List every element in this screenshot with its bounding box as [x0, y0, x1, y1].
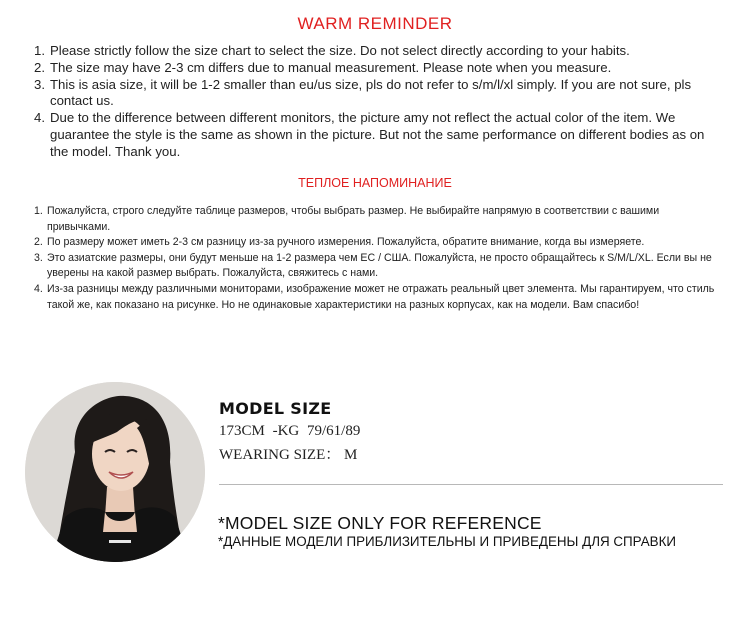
list-item — [34, 204, 724, 235]
item-number: 1. — [34, 205, 43, 217]
wearing-size: WEARING SIZE： M — [219, 447, 358, 463]
item-number: 4. — [34, 110, 45, 126]
item-text: The size may have 2-3 cm differs due to manual measurement. Please note when you measure. — [50, 59, 612, 75]
item-number: 4. — [34, 282, 43, 295]
list-item — [34, 251, 724, 282]
list-item — [34, 110, 724, 160]
divider — [219, 484, 723, 485]
item-number: 3. — [34, 251, 43, 264]
item-text: Please strictly follow the size chart to select the size. Do not select directly according to your habits. — [50, 43, 630, 58]
item-text: Due to the difference between different monitors, the picture amy not reflect the actual color of the item. We guarantee the style is the same as shown in the picture. But not the same performance on different bodies as on the model. Thank you. — [50, 110, 705, 159]
reference-note-en: *MODEL SIZE ONLY FOR REFERENCE — [218, 513, 542, 533]
model-photo — [25, 382, 205, 562]
item-text: Пожалуйста, строго следуйте таблице размеров, чтобы выбрать размер. Не выбирайте напрямую в соответствии с вашими привычками. — [47, 205, 660, 233]
reminder-list-en — [34, 43, 724, 161]
model-size-title: MODEL SIZE — [219, 399, 332, 418]
reminder-list-ru — [34, 204, 724, 313]
item-number: 1. — [34, 43, 45, 58]
reference-note-ru: *ДАННЫЕ МОДЕЛИ ПРИБЛИЗИТЕЛЬНЫ И ПРИВЕДЕНЫ ДЛЯ СПРАВКИ — [218, 534, 676, 549]
list-item — [34, 77, 724, 111]
list-item — [34, 60, 724, 77]
item-number: 2. — [34, 236, 43, 249]
item-number: 2. — [34, 59, 45, 75]
list-item — [34, 235, 724, 251]
list-item — [34, 282, 724, 313]
item-text: По размеру может иметь 2-3 см разницу из-за ручного измерения. Пожалуйста, обратите внимание, когда вы измеряете. — [47, 236, 645, 249]
model-portrait-icon — [25, 382, 205, 562]
list-item — [34, 43, 724, 60]
model-measurements: 173CM -KG 79/61/89 — [219, 423, 361, 439]
item-text: Это азиатские размеры, они будут меньше на 1-2 размера чем ЕС / США. Пожалуйста, не просто обращайтесь к S/M/L/XL. Если вы не уверены на какой размер выбрать. Пожалуйста, свяжитесь с нами. — [47, 251, 712, 280]
item-text: Из-за разницы между различными мониторами, изображение может не отражать реальный цвет элемента. Мы гарантируем, что стиль такой же, как показано на рисунке. Но не одинаковые характеристики на разных корпусах, как на модели. Вам спасибо! — [47, 282, 715, 311]
item-number: 3. — [34, 76, 45, 92]
item-text: This is asia size, it will be 1-2 smaller than eu/us size, pls do not refer to s/m/l/xl simply. If you are not sure, pls contact us. — [50, 76, 692, 109]
warm-reminder-title: WARM REMINDER — [297, 14, 453, 33]
warm-reminder-title-ru: ТЕПЛОЕ НАПОМИНАНИЕ — [298, 176, 452, 190]
